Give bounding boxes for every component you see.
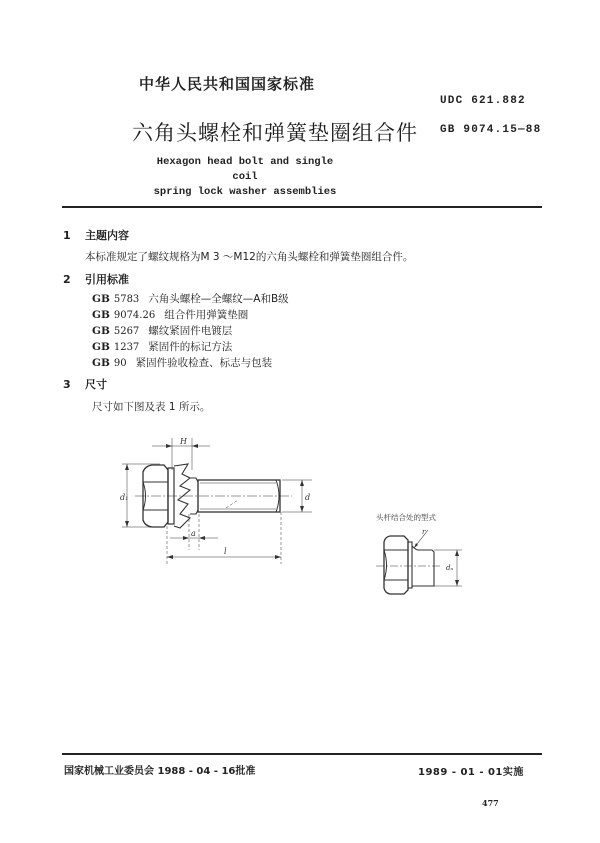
section-1-heading <box>63 227 129 243</box>
ref-title: 六角头螺栓—全螺纹—A和B级 <box>148 293 289 305</box>
ref-code: GB <box>92 341 110 353</box>
reference-item <box>92 307 289 323</box>
ref-code: GB <box>92 357 110 369</box>
ref-title: 组合件用弹簧垫圈 <box>164 309 249 321</box>
title-en-line1: Hexagon head bolt and single coil <box>156 156 334 183</box>
reference-item <box>92 339 289 355</box>
dim-label-a: a <box>191 529 196 538</box>
reference-list <box>92 291 289 371</box>
ref-number: 90 <box>113 358 127 369</box>
ref-code: GB <box>92 293 110 305</box>
section-title: 尺寸 <box>85 378 107 391</box>
section-number: 3 <box>63 378 71 391</box>
dim-label-l: l <box>224 547 227 556</box>
standard-title-cn: 六角头螺栓和弹簧垫圈组合件 <box>132 121 418 145</box>
dim-label-da: dₐ <box>446 564 454 572</box>
dim-label-H: H <box>180 437 187 446</box>
udc-number: UDC 621.882 <box>440 95 526 107</box>
ref-code: GB <box>92 325 110 337</box>
section-1-body: 本标准规定了螺纹规格为M 3 ～M12的六角头螺栓和弹簧垫圈组合件。 <box>85 251 414 263</box>
head-shank-detail-drawing <box>374 528 474 598</box>
standard-title-en <box>150 155 340 200</box>
section-title: 引用标准 <box>85 273 129 286</box>
ref-title: 螺纹紧固件电镀层 <box>148 325 233 337</box>
ref-code: GB <box>92 309 110 321</box>
section-3-body: 尺寸如下图及表 1 所示。 <box>92 401 211 413</box>
footer-divider <box>62 753 542 755</box>
reference-item <box>92 355 289 371</box>
ref-title: 紧固件的标记方法 <box>148 341 233 353</box>
section-title: 主题内容 <box>85 229 129 242</box>
reference-item <box>92 323 289 339</box>
section-2-heading <box>63 271 129 287</box>
reference-item <box>92 291 289 307</box>
ref-number: 9074.26 <box>113 310 156 321</box>
dim-label-d: d <box>305 493 311 502</box>
page-number: 477 <box>482 798 499 808</box>
section-number: 2 <box>63 273 71 286</box>
header-divider <box>62 206 542 208</box>
dim-label-d1: d₁ <box>120 493 129 502</box>
national-standard-heading: 中华人民共和国国家标准 <box>139 75 316 93</box>
standard-number: GB 9074.15—88 <box>440 124 542 136</box>
title-en-line2: spring lock washer assemblies <box>153 186 337 198</box>
effective-date: 1989 - 01 - 01实施 <box>418 767 524 778</box>
detail-caption: 头杆结合处的型式 <box>376 513 436 522</box>
approval-date: 国家机械工业委员会 1988 - 04 - 16批准 <box>64 766 256 777</box>
ref-number: 5267 <box>113 326 140 337</box>
section-number: 1 <box>63 229 71 242</box>
ref-title: 紧固件验收检查、标志与包装 <box>135 357 273 369</box>
ref-number: 1237 <box>113 342 140 353</box>
dim-label-r: r <box>422 528 426 536</box>
section-3-heading <box>63 376 107 392</box>
bolt-assembly-drawing <box>100 430 330 580</box>
ref-number: 5783 <box>113 294 140 305</box>
